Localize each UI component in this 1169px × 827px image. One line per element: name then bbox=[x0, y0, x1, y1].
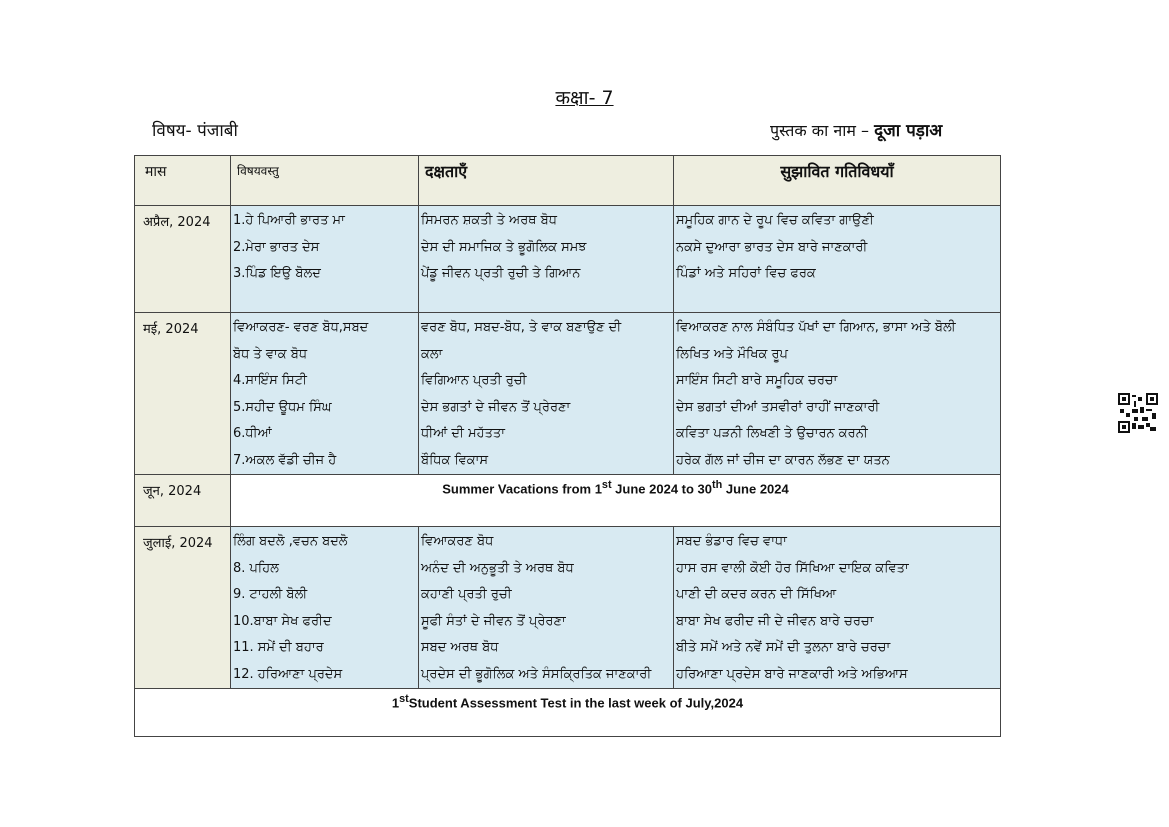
list-item: ਸਿਮਰਨ ਸ਼ਕਤੀ ਤੇ ਅਰਥ ਬੋਧ bbox=[421, 213, 557, 228]
list-item: ਵਿਆਕਰਣ ਨਾਲ ਸੰਬੰਧਿਤ ਪੱਖਾਂ ਦਾ ਗਿਆਨ, ਭਾਸਾ ਅਤੇ ਬੋਲੀ bbox=[676, 320, 956, 335]
activity-cell bbox=[674, 527, 1001, 689]
competency-cell bbox=[419, 206, 674, 313]
table-row-may bbox=[135, 313, 1001, 475]
book-label: पुस्तक का नाम – bbox=[770, 121, 870, 140]
list-item: 9. ਟਾਹਲੀ ਬੋਲੀ bbox=[233, 587, 308, 602]
month-april: अप्रैल, 2024 bbox=[135, 206, 231, 313]
table-header-row bbox=[135, 156, 1001, 206]
list-item: ਹਾਸ ਰਸ ਵਾਲੀ ਕੋਈ ਹੋਰ ਸਿੱਖਿਆ ਦਾਇਕ ਕਵਿਤਾ bbox=[676, 560, 909, 576]
header-competencies: दक्षताएँ bbox=[419, 156, 674, 206]
activity-cell bbox=[674, 313, 1001, 475]
month-july: जुलाई, 2024 bbox=[135, 527, 231, 689]
list-item: ਪਾਣੀ ਦੀ ਕਦਰ ਕਰਨ ਦੀ ਸਿੱਖਿਆ bbox=[676, 587, 837, 602]
list-item: ਸੂਫੀ ਸੰਤਾਂ ਦੇ ਜੀਵਨ ਤੋਂ ਪ੍ਰੇਰਣਾ bbox=[421, 613, 566, 629]
list-item: ਲਿਖਿਤ ਅਤੇ ਮੌਖਿਕ ਰੂਪ bbox=[676, 346, 788, 362]
header-activities: सुझावित गतिविधयाँ bbox=[674, 156, 1001, 206]
activity-cell bbox=[674, 206, 1001, 313]
list-item: ਕਵਿਤਾ ਪੜਨੀ ਲਿਖਣੀ ਤੇ ਉਚਾਰਨ ਕਰਨੀ bbox=[676, 426, 868, 441]
list-item: 6.ਧੀਆਂ bbox=[233, 426, 272, 441]
list-item: 4.ਸਾਇੰਸ ਸਿਟੀ bbox=[233, 373, 307, 388]
list-item: ਦੇਸ ਭਗਤਾਂ ਦੀਆਂ ਤਸਵੀਰਾਂ ਰਾਹੀਂ ਜਾਣਕਾਰੀ bbox=[676, 399, 880, 415]
qr-code-icon bbox=[1118, 393, 1158, 433]
table-row-assessment bbox=[135, 689, 1001, 737]
list-item: ਕਲਾ bbox=[421, 346, 443, 362]
list-item: 2.ਮੇਰਾ ਭਾਰਤ ਦੇਸ bbox=[233, 239, 320, 255]
list-item: ਵਿਆਕਰਣ ਬੋਧ bbox=[421, 534, 494, 549]
list-item: ਕਹਾਣੀ ਪ੍ਰਤੀ ਰੁਚੀ bbox=[421, 587, 512, 602]
list-item: 10.ਬਾਬਾ ਸੇਖ ਫਰੀਦ bbox=[233, 613, 332, 629]
table-row-april bbox=[135, 206, 1001, 313]
list-item: ਸਬਦ ਭੰਡਾਰ ਵਿਚ ਵਾਧਾ bbox=[676, 534, 787, 549]
list-item: ਹਰਿਆਣਾ ਪ੍ਰਦੇਸ ਬਾਰੇ ਜਾਣਕਾਰੀ ਅਤੇ ਅਭਿਆਸ bbox=[676, 666, 908, 682]
list-item: 1.ਹੇ ਪਿਆਰੀ ਭਾਰਤ ਮਾ bbox=[233, 213, 345, 228]
list-item: 5.ਸਹੀਦ ਊਧਮ ਸਿੰਘ bbox=[233, 399, 332, 415]
month-may: मई, 2024 bbox=[135, 313, 231, 475]
list-item: ਵਿਗਿਆਨ ਪ੍ਰਤੀ ਰੁਚੀ bbox=[421, 373, 527, 388]
list-item: 11. ਸਮੇਂ ਦੀ ਬਹਾਰ bbox=[233, 640, 324, 655]
month-june: जून, 2024 bbox=[135, 475, 231, 527]
list-item: ਦੇਸ ਦੀ ਸਮਾਜਿਕ ਤੇ ਭੂਗੋਲਿਕ ਸਮਝ bbox=[421, 239, 587, 255]
list-item: 7.ਅਕਲ ਵੱਡੀ ਚੀਜ ਹੈ bbox=[233, 452, 337, 468]
list-item: ਬੌਧਿਕ ਵਿਕਾਸ bbox=[421, 452, 489, 468]
list-item: ਨਕਸੇ ਦੁਆਰਾ ਭਾਰਤ ਦੇਸ ਬਾਰੇ ਜਾਣਕਾਰੀ bbox=[676, 239, 868, 255]
list-item: ਵਿਆਕਰਣ- ਵਰਣ ਬੋਧ,ਸਬਦ bbox=[233, 320, 369, 335]
book-name: दूजा पड़ाअ bbox=[874, 121, 943, 141]
table-row-july bbox=[135, 527, 1001, 689]
competency-cell bbox=[419, 527, 674, 689]
list-item: ਸਬਦ ਅਰਥ ਬੋਧ bbox=[421, 640, 499, 655]
list-item: ਸਮੂਹਿਕ ਗਾਨ ਦੇ ਰੂਪ ਵਿਚ ਕਵਿਤਾ ਗਾਉਣੀ bbox=[676, 213, 874, 228]
list-item: ਧੀਆਂ ਦੀ ਮਹੱਤਤਾ bbox=[421, 426, 505, 441]
list-item: ਬਾਬਾ ਸੇਖ ਫਰੀਦ ਜੀ ਦੇ ਜੀਵਨ ਬਾਰੇ ਚਰਚਾ bbox=[676, 613, 874, 629]
subject-label: विषय- पंजाबी bbox=[152, 121, 238, 141]
list-item: ਪ੍ਰਦੇਸ ਦੀ ਭੂਗੋਲਿਕ ਅਤੇ ਸੰਸਕ੍ਰਿਤਿਕ ਜਾਣਕਾਰੀ bbox=[421, 666, 652, 682]
content-cell bbox=[231, 313, 419, 475]
book-name-label bbox=[770, 118, 942, 141]
header-month: मास bbox=[135, 156, 231, 206]
list-item: 12. ਹਰਿਆਣਾ ਪ੍ਰਦੇਸ bbox=[233, 666, 343, 682]
competency-cell bbox=[419, 313, 674, 475]
header-content: विषयवस्तु bbox=[231, 156, 419, 206]
syllabus-table bbox=[134, 155, 1001, 737]
class-title: कक्षा- 7 bbox=[555, 87, 614, 109]
list-item: 3.ਪਿੰਡ ਇਉ ਬੋਲਦ bbox=[233, 266, 321, 281]
list-item: ਵਰਣ ਬੋਧ, ਸਬਦ-ਬੋਧ, ਤੇ ਵਾਕ ਬਣਾਉਣ ਦੀ bbox=[421, 320, 622, 335]
table-row-june bbox=[135, 475, 1001, 527]
assessment-banner: 1stStudent Assessment Test in the last week of July,2024 bbox=[135, 689, 1001, 737]
list-item: ਪੇਂਡੂ ਜੀਵਨ ਪ੍ਰਤੀ ਰੁਚੀ ਤੇ ਗਿਆਨ bbox=[421, 266, 581, 281]
list-item: ਪਿੰਡਾਂ ਅਤੇ ਸਹਿਰਾਂ ਵਿਚ ਫਰਕ bbox=[676, 266, 816, 281]
list-item: ਦੇਸ ਭਗਤਾਂ ਦੇ ਜੀਵਨ ਤੋਂ ਪ੍ਰੇਰਣਾ bbox=[421, 399, 571, 415]
list-item: ਅਨੰਦ ਦੀ ਅਨੁਭੂਤੀ ਤੇ ਅਰਥ ਬੋਧ bbox=[421, 560, 574, 576]
list-item: 8. ਪਹਿਲ bbox=[233, 560, 279, 576]
list-item: ਸਾਇੰਸ ਸਿਟੀ ਬਾਰੇ ਸਮੂਹਿਕ ਚਰਚਾ bbox=[676, 373, 838, 388]
list-item: ਹਰੇਕ ਗੱਲ ਜਾਂ ਚੀਜ ਦਾ ਕਾਰਨ ਲੱਭਣ ਦਾ ਯਤਨ bbox=[676, 452, 890, 468]
list-item: ਬੀਤੇ ਸਮੇਂ ਅਤੇ ਨਵੇਂ ਸਮੇਂ ਦੀ ਤੁਲਨਾ ਬਾਰੇ ਚਰਚਾ bbox=[676, 640, 891, 655]
list-item: ਲਿੰਗ ਬਦਲੋ ,ਵਚਨ ਬਦਲੋ bbox=[233, 534, 348, 549]
summer-vacation-banner: Summer Vacations from 1st June 2024 to 30th June 2024 bbox=[231, 475, 1001, 527]
content-cell bbox=[231, 527, 419, 689]
content-cell bbox=[231, 206, 419, 313]
list-item: ਬੋਧ ਤੇ ਵਾਕ ਬੋਧ bbox=[233, 346, 308, 362]
